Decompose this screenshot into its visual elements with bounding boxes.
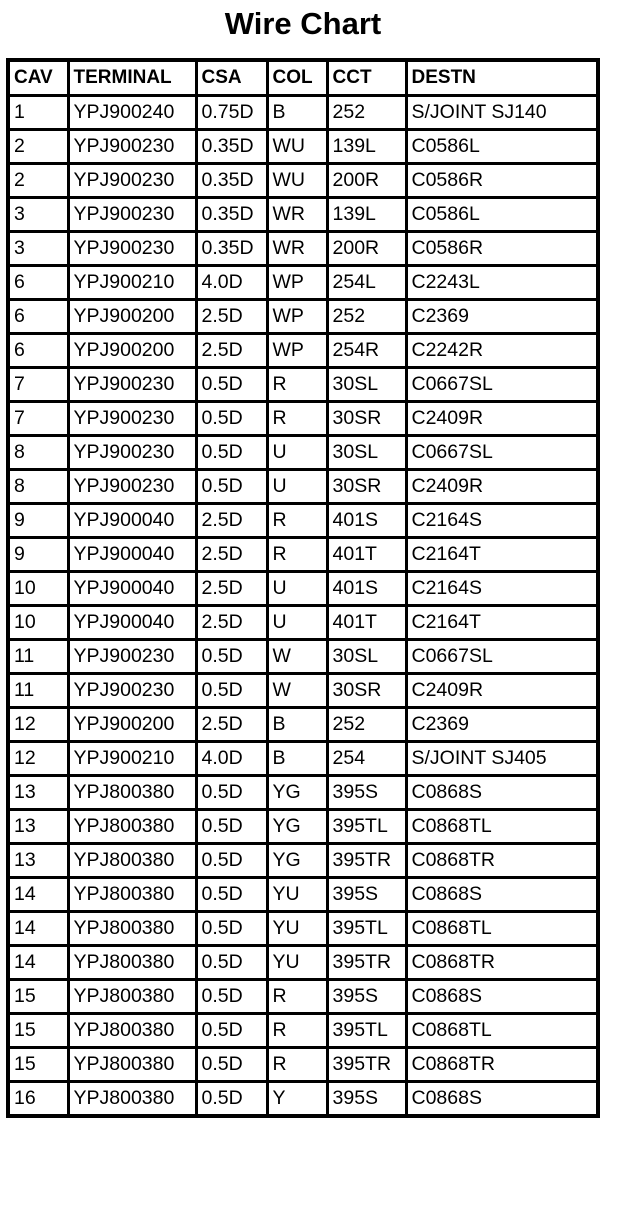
destn-cell: C2164S	[406, 504, 598, 538]
destn-cell: C0868S	[406, 776, 598, 810]
column-header-cct: CCT	[327, 60, 406, 96]
col-cell: U	[267, 470, 327, 504]
cav-cell: 6	[8, 334, 68, 368]
destn-cell: C0586R	[406, 232, 598, 266]
csa-cell: 0.35D	[196, 164, 267, 198]
table-row	[8, 572, 598, 606]
cav-cell: 11	[8, 640, 68, 674]
destn-cell: C2409R	[406, 674, 598, 708]
col-cell: U	[267, 606, 327, 640]
destn-cell: C0868S	[406, 1082, 598, 1117]
table-row	[8, 436, 598, 470]
destn-cell: C2243L	[406, 266, 598, 300]
page-title: Wire Chart	[224, 6, 382, 41]
table-body	[8, 96, 598, 1117]
table-row	[8, 334, 598, 368]
destn-cell: C0868TL	[406, 1014, 598, 1048]
col-cell: R	[267, 368, 327, 402]
terminal-cell: YPJ900230	[68, 164, 196, 198]
destn-cell: C0868TL	[406, 810, 598, 844]
cav-cell: 8	[8, 470, 68, 504]
terminal-cell: YPJ900230	[68, 470, 196, 504]
column-header-cav: CAV	[8, 60, 68, 96]
cct-cell: 30SL	[327, 436, 406, 470]
cct-cell: 30SR	[327, 470, 406, 504]
col-cell: W	[267, 674, 327, 708]
csa-cell: 0.5D	[196, 368, 267, 402]
terminal-cell: YPJ900040	[68, 504, 196, 538]
terminal-cell: YPJ900200	[68, 300, 196, 334]
table-row	[8, 742, 598, 776]
cct-cell: 254L	[327, 266, 406, 300]
col-cell: YG	[267, 810, 327, 844]
cav-cell: 2	[8, 164, 68, 198]
table-header	[8, 60, 598, 96]
cav-cell: 15	[8, 1014, 68, 1048]
destn-cell: C0868TL	[406, 912, 598, 946]
cav-cell: 8	[8, 436, 68, 470]
cct-cell: 395TR	[327, 844, 406, 878]
destn-cell: C0586L	[406, 130, 598, 164]
table-row	[8, 402, 598, 436]
terminal-cell: YPJ900040	[68, 606, 196, 640]
table-row	[8, 164, 598, 198]
cct-cell: 401S	[327, 504, 406, 538]
destn-cell: C0667SL	[406, 436, 598, 470]
csa-cell: 0.5D	[196, 980, 267, 1014]
cct-cell: 395TR	[327, 946, 406, 980]
destn-cell: C0667SL	[406, 368, 598, 402]
cct-cell: 30SR	[327, 674, 406, 708]
terminal-cell: YPJ800380	[68, 878, 196, 912]
terminal-cell: YPJ800380	[68, 980, 196, 1014]
csa-cell: 2.5D	[196, 572, 267, 606]
table-row	[8, 470, 598, 504]
csa-cell: 0.5D	[196, 436, 267, 470]
table-row	[8, 96, 598, 130]
cct-cell: 395TL	[327, 1014, 406, 1048]
cav-cell: 7	[8, 368, 68, 402]
destn-cell: C2164T	[406, 606, 598, 640]
cav-cell: 1	[8, 96, 68, 130]
terminal-cell: YPJ900230	[68, 436, 196, 470]
cav-cell: 16	[8, 1082, 68, 1117]
cav-cell: 13	[8, 776, 68, 810]
cav-cell: 15	[8, 980, 68, 1014]
destn-cell: S/JOINT SJ140	[406, 96, 598, 130]
table-row	[8, 1048, 598, 1082]
table-row	[8, 912, 598, 946]
destn-cell: C2369	[406, 708, 598, 742]
terminal-cell: YPJ900210	[68, 266, 196, 300]
terminal-cell: YPJ900230	[68, 640, 196, 674]
column-header-col: COL	[267, 60, 327, 96]
col-cell: WP	[267, 300, 327, 334]
destn-cell: C0586R	[406, 164, 598, 198]
terminal-cell: YPJ900210	[68, 742, 196, 776]
col-cell: R	[267, 538, 327, 572]
cct-cell: 30SL	[327, 640, 406, 674]
col-cell: WR	[267, 198, 327, 232]
cav-cell: 12	[8, 708, 68, 742]
destn-cell: C0868S	[406, 980, 598, 1014]
cav-cell: 9	[8, 504, 68, 538]
cct-cell: 401T	[327, 538, 406, 572]
cct-cell: 401T	[327, 606, 406, 640]
csa-cell: 2.5D	[196, 606, 267, 640]
column-header-destn: DESTN	[406, 60, 598, 96]
table-row	[8, 776, 598, 810]
wire-chart-table	[6, 58, 600, 1118]
destn-cell: C0868S	[406, 878, 598, 912]
csa-cell: 2.5D	[196, 334, 267, 368]
csa-cell: 2.5D	[196, 504, 267, 538]
header-row	[8, 60, 598, 96]
col-cell: W	[267, 640, 327, 674]
col-cell: B	[267, 742, 327, 776]
col-cell: B	[267, 708, 327, 742]
col-cell: YG	[267, 844, 327, 878]
terminal-cell: YPJ800380	[68, 1014, 196, 1048]
terminal-cell: YPJ800380	[68, 912, 196, 946]
cct-cell: 252	[327, 300, 406, 334]
destn-cell: C0868TR	[406, 946, 598, 980]
col-cell: WU	[267, 164, 327, 198]
cav-cell: 3	[8, 198, 68, 232]
csa-cell: 0.35D	[196, 198, 267, 232]
terminal-cell: YPJ900230	[68, 198, 196, 232]
csa-cell: 2.5D	[196, 300, 267, 334]
cav-cell: 9	[8, 538, 68, 572]
cav-cell: 12	[8, 742, 68, 776]
terminal-cell: YPJ800380	[68, 1082, 196, 1117]
terminal-cell: YPJ900230	[68, 402, 196, 436]
table-row	[8, 300, 598, 334]
destn-cell: C0868TR	[406, 1048, 598, 1082]
col-cell: WP	[267, 334, 327, 368]
cav-cell: 7	[8, 402, 68, 436]
csa-cell: 0.5D	[196, 1082, 267, 1117]
table-row	[8, 198, 598, 232]
terminal-cell: YPJ900200	[68, 708, 196, 742]
table-row	[8, 1014, 598, 1048]
csa-cell: 0.5D	[196, 946, 267, 980]
cct-cell: 395S	[327, 878, 406, 912]
table-row	[8, 130, 598, 164]
table-row	[8, 538, 598, 572]
col-cell: R	[267, 980, 327, 1014]
col-cell: YG	[267, 776, 327, 810]
destn-cell: C2242R	[406, 334, 598, 368]
terminal-cell: YPJ800380	[68, 946, 196, 980]
csa-cell: 0.5D	[196, 674, 267, 708]
terminal-cell: YPJ900230	[68, 674, 196, 708]
destn-cell: C2369	[406, 300, 598, 334]
destn-cell: C2409R	[406, 470, 598, 504]
csa-cell: 0.5D	[196, 878, 267, 912]
table-row	[8, 946, 598, 980]
cav-cell: 6	[8, 266, 68, 300]
col-cell: Y	[267, 1082, 327, 1117]
csa-cell: 0.35D	[196, 232, 267, 266]
destn-cell: C0667SL	[406, 640, 598, 674]
destn-cell: C0868TR	[406, 844, 598, 878]
cct-cell: 139L	[327, 198, 406, 232]
cct-cell: 252	[327, 708, 406, 742]
table-row	[8, 368, 598, 402]
table-row	[8, 980, 598, 1014]
terminal-cell: YPJ900040	[68, 538, 196, 572]
csa-cell: 0.5D	[196, 402, 267, 436]
table-row	[8, 232, 598, 266]
csa-cell: 4.0D	[196, 742, 267, 776]
cav-cell: 6	[8, 300, 68, 334]
destn-cell: C2164S	[406, 572, 598, 606]
terminal-cell: YPJ900200	[68, 334, 196, 368]
csa-cell: 0.5D	[196, 470, 267, 504]
column-header-terminal: TERMINAL	[68, 60, 196, 96]
csa-cell: 2.5D	[196, 708, 267, 742]
cct-cell: 401S	[327, 572, 406, 606]
cct-cell: 254R	[327, 334, 406, 368]
table-row	[8, 640, 598, 674]
table-row	[8, 266, 598, 300]
csa-cell: 0.5D	[196, 912, 267, 946]
cct-cell: 254	[327, 742, 406, 776]
col-cell: R	[267, 1014, 327, 1048]
col-cell: WU	[267, 130, 327, 164]
cav-cell: 11	[8, 674, 68, 708]
csa-cell: 0.5D	[196, 1048, 267, 1082]
csa-cell: 0.5D	[196, 1014, 267, 1048]
col-cell: U	[267, 436, 327, 470]
col-cell: R	[267, 402, 327, 436]
cct-cell: 252	[327, 96, 406, 130]
cav-cell: 10	[8, 606, 68, 640]
terminal-cell: YPJ800380	[68, 810, 196, 844]
destn-cell: C2409R	[406, 402, 598, 436]
csa-cell: 2.5D	[196, 538, 267, 572]
cct-cell: 200R	[327, 232, 406, 266]
terminal-cell: YPJ900230	[68, 368, 196, 402]
csa-cell: 0.35D	[196, 130, 267, 164]
csa-cell: 0.5D	[196, 640, 267, 674]
cct-cell: 200R	[327, 164, 406, 198]
cct-cell: 395S	[327, 1082, 406, 1117]
cav-cell: 15	[8, 1048, 68, 1082]
col-cell: R	[267, 504, 327, 538]
cct-cell: 395TL	[327, 810, 406, 844]
terminal-cell: YPJ800380	[68, 844, 196, 878]
cav-cell: 10	[8, 572, 68, 606]
table-row	[8, 844, 598, 878]
col-cell: WR	[267, 232, 327, 266]
cct-cell: 30SR	[327, 402, 406, 436]
cct-cell: 139L	[327, 130, 406, 164]
terminal-cell: YPJ800380	[68, 1048, 196, 1082]
col-cell: U	[267, 572, 327, 606]
cav-cell: 14	[8, 912, 68, 946]
table-row	[8, 810, 598, 844]
destn-cell: C0586L	[406, 198, 598, 232]
csa-cell: 0.75D	[196, 96, 267, 130]
cav-cell: 13	[8, 844, 68, 878]
cct-cell: 30SL	[327, 368, 406, 402]
col-cell: B	[267, 96, 327, 130]
column-header-csa: CSA	[196, 60, 267, 96]
destn-cell: S/JOINT SJ405	[406, 742, 598, 776]
table-row	[8, 504, 598, 538]
terminal-cell: YPJ900230	[68, 130, 196, 164]
csa-cell: 4.0D	[196, 266, 267, 300]
csa-cell: 0.5D	[196, 844, 267, 878]
table-row	[8, 1082, 598, 1117]
terminal-cell: YPJ900240	[68, 96, 196, 130]
col-cell: R	[267, 1048, 327, 1082]
terminal-cell: YPJ900230	[68, 232, 196, 266]
cct-cell: 395S	[327, 980, 406, 1014]
cav-cell: 14	[8, 878, 68, 912]
col-cell: YU	[267, 946, 327, 980]
col-cell: YU	[267, 878, 327, 912]
cav-cell: 13	[8, 810, 68, 844]
cav-cell: 2	[8, 130, 68, 164]
destn-cell: C2164T	[406, 538, 598, 572]
cct-cell: 395S	[327, 776, 406, 810]
cav-cell: 14	[8, 946, 68, 980]
col-cell: WP	[267, 266, 327, 300]
table-row	[8, 606, 598, 640]
table-row	[8, 708, 598, 742]
col-cell: YU	[267, 912, 327, 946]
table-row	[8, 674, 598, 708]
cct-cell: 395TR	[327, 1048, 406, 1082]
terminal-cell: YPJ900040	[68, 572, 196, 606]
cav-cell: 3	[8, 232, 68, 266]
terminal-cell: YPJ800380	[68, 776, 196, 810]
csa-cell: 0.5D	[196, 810, 267, 844]
csa-cell: 0.5D	[196, 776, 267, 810]
cct-cell: 395TL	[327, 912, 406, 946]
table-row	[8, 878, 598, 912]
